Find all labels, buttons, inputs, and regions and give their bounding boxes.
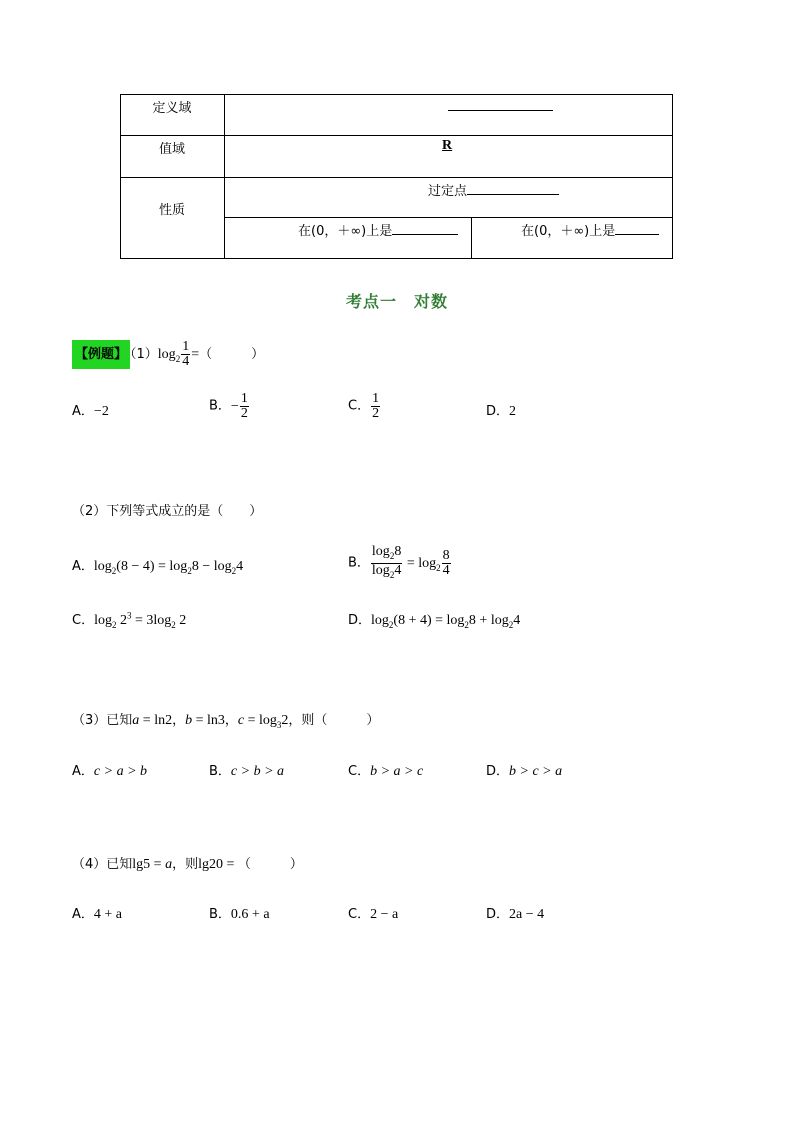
option-letter: A． xyxy=(72,404,94,419)
q2-option-b[interactable] xyxy=(348,545,452,582)
range-value: R xyxy=(442,138,453,153)
domain-blank xyxy=(448,98,553,115)
q1-log: log xyxy=(157,347,176,362)
q1-option-b[interactable] xyxy=(209,392,250,421)
property-label: 性质 xyxy=(158,203,185,218)
q1-option-c[interactable] xyxy=(348,392,381,421)
option-letter: A． xyxy=(72,907,94,922)
q4-mid: ，则 xyxy=(172,857,199,872)
q3-option-b[interactable] xyxy=(209,760,284,780)
q1-option-a[interactable] xyxy=(72,400,109,420)
q3-a-value: ln2 xyxy=(154,713,173,728)
question-2: （2）下列等式成立的是（ ） xyxy=(72,504,263,519)
q4-condition: lg5 = xyxy=(132,857,166,872)
q3-c-base: 3 xyxy=(276,719,282,730)
option-letter: D． xyxy=(486,404,510,419)
q3-c-log: log xyxy=(259,713,277,728)
q1-frac-num: 1 xyxy=(182,339,190,355)
q1-b-sign: − xyxy=(230,398,239,414)
q3-d-text: b > c > a xyxy=(509,764,563,779)
q4-option-d[interactable] xyxy=(486,903,544,923)
question-4 xyxy=(72,853,303,873)
option-letter: A． xyxy=(72,559,94,574)
q4-tail: （ ） xyxy=(237,857,303,872)
q1-a-sign: − xyxy=(93,404,102,419)
option-letter: B． xyxy=(209,398,231,414)
option-letter: D． xyxy=(348,613,372,628)
monotonic-left-text xyxy=(298,220,458,239)
q4-option-a[interactable] xyxy=(72,903,122,923)
option-letter: C． xyxy=(72,613,95,628)
monotonic-right-blank xyxy=(615,222,659,235)
q4-option-b[interactable] xyxy=(209,903,270,923)
fixed-point-blank xyxy=(467,182,559,195)
option-letter: B． xyxy=(209,907,231,922)
monotonic-left-label: 在(0，＋∞)上是 xyxy=(298,224,393,239)
question-3: （3）已知a = ln2，b = ln3，$c = \log_32$，则（ ） xyxy=(72,713,380,730)
option-letter: B． xyxy=(209,764,231,779)
monotonic-left-blank xyxy=(392,222,458,235)
q4-prefix: （4）已知 xyxy=(72,857,133,872)
q2-b-expression: $\frac{\log_28}{\log_24}$ = $\log_2$ $\frac{8}{4}$ xyxy=(371,544,450,580)
example-tag: 【例题】 xyxy=(72,340,130,369)
option-letter: B． xyxy=(348,555,370,571)
q1-base: 2 xyxy=(175,353,181,364)
q1-option-d[interactable] xyxy=(486,400,516,420)
q1-c-num: 1 xyxy=(372,391,380,406)
property-label-cell xyxy=(120,177,225,259)
monotonic-right-text xyxy=(521,220,659,239)
q2-d-expression: $\log_2(8 + 4) = \log_28 + \log_24$ xyxy=(371,613,521,630)
q2-option-d[interactable] xyxy=(348,609,520,630)
q1-number: （1） xyxy=(130,347,158,362)
q2-c-expression: $\log_2 2^3 = 3\log_2$ 2 xyxy=(94,610,187,630)
option-letter: C． xyxy=(348,764,371,779)
q3-a-text: c > a > b xyxy=(93,764,148,779)
q3-prefix: （3）已知 xyxy=(72,713,133,728)
monotonic-right-label: 在(0，＋∞)上是 xyxy=(521,224,616,239)
q1-b-num: 1 xyxy=(240,391,248,406)
q1-b-den: 2 xyxy=(240,406,248,421)
section-title: 考点一 对数 xyxy=(345,292,448,311)
range-label: 值域 xyxy=(158,142,185,157)
q4-variable: a xyxy=(165,857,173,872)
q1-d-value: 2 xyxy=(509,404,517,419)
q2-a-expression: $\log_2(8 - 4) = \log_28 - \log_24$ xyxy=(93,559,244,576)
q4-option-c[interactable] xyxy=(348,903,398,923)
option-letter: C． xyxy=(348,907,371,922)
log-properties-table xyxy=(120,94,673,259)
q1-frac-den: 4 xyxy=(182,354,190,370)
q1-a-value: 2 xyxy=(101,404,109,419)
option-letter: A． xyxy=(72,764,94,779)
q3-tail: ，则（ ） xyxy=(288,713,380,728)
q3-option-a[interactable] xyxy=(72,760,147,780)
q4-a-text: 4 + a xyxy=(93,907,123,922)
q3-c-text: b > a > c xyxy=(370,764,424,779)
q3-option-d[interactable] xyxy=(486,760,562,780)
option-letter: D． xyxy=(486,764,510,779)
q1-expression: $\log_2$ $\frac{1}{4}$ = xyxy=(157,339,200,370)
option-letter: D． xyxy=(486,907,510,922)
q1-fraction xyxy=(181,340,190,369)
q3-c-arg: 2 xyxy=(281,713,289,728)
q2-option-a[interactable] xyxy=(72,555,243,576)
q1-c-den: 2 xyxy=(372,406,380,421)
q4-ask: lg20 = xyxy=(198,857,238,872)
question-1 xyxy=(72,339,264,375)
q4-d-text: 2a − 4 xyxy=(509,907,545,922)
domain-label: 定义域 xyxy=(152,101,192,116)
option-letter: C． xyxy=(348,398,371,414)
q3-b-text: c > b > a xyxy=(230,764,285,779)
q1-tail: （ ） xyxy=(199,347,265,362)
q2-option-c[interactable] xyxy=(72,609,186,630)
q4-b-text: 0.6 + a xyxy=(230,907,270,922)
q3-b-value: ln3 xyxy=(207,713,225,728)
fixed-point-text xyxy=(428,180,559,199)
q4-c-text: 2 − a xyxy=(370,907,399,922)
fixed-point-label: 过定点 xyxy=(428,184,468,199)
q3-option-c[interactable] xyxy=(348,760,423,780)
